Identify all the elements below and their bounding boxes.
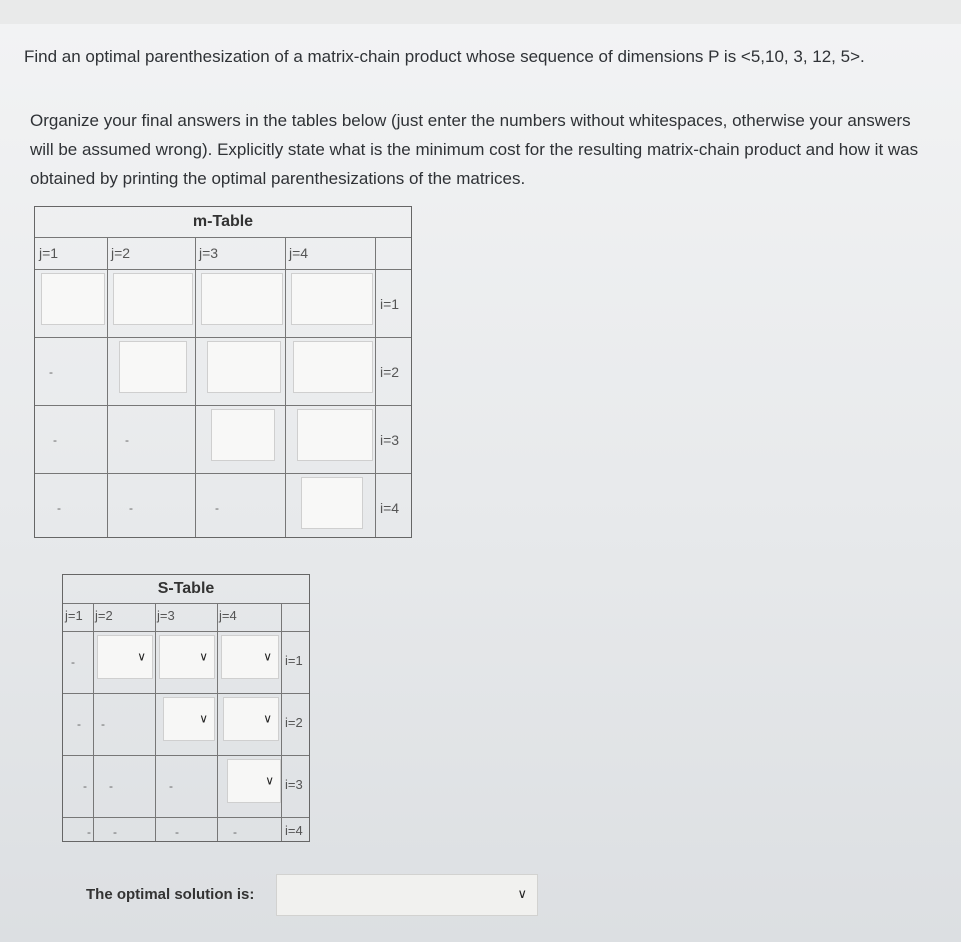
s-col-j3: j=3 bbox=[157, 608, 175, 623]
chevron-down-icon: ∨ bbox=[199, 711, 208, 726]
s-dash-2-2: - bbox=[101, 717, 105, 731]
m-input-3-3[interactable] bbox=[211, 409, 275, 461]
s-col-j4: j=4 bbox=[219, 608, 237, 623]
chevron-down-icon: ∨ bbox=[517, 886, 527, 902]
s-select-1-2[interactable] bbox=[97, 635, 153, 679]
s-dash-4-3: - bbox=[175, 825, 179, 839]
m-col-j2: j=2 bbox=[111, 245, 131, 261]
solution-select[interactable] bbox=[276, 874, 538, 916]
m-row-i4: i=4 bbox=[380, 500, 400, 516]
m-input-3-4[interactable] bbox=[297, 409, 373, 461]
m-input-4-4[interactable] bbox=[301, 477, 363, 529]
m-input-1-4[interactable] bbox=[291, 273, 373, 325]
m-input-2-2[interactable] bbox=[119, 341, 187, 393]
s-dash-4-4: - bbox=[233, 825, 237, 839]
s-col-j2: j=2 bbox=[95, 608, 113, 623]
s-dash-3-3: - bbox=[169, 779, 173, 793]
m-dash-4-3: - bbox=[215, 501, 219, 515]
m-input-1-1[interactable] bbox=[41, 273, 105, 325]
s-col-j1: j=1 bbox=[65, 608, 83, 623]
m-dash-4-2: - bbox=[129, 501, 133, 515]
s-select-1-3[interactable] bbox=[159, 635, 215, 679]
m-col-j4: j=4 bbox=[289, 245, 309, 261]
s-select-2-4[interactable] bbox=[223, 697, 279, 741]
top-strip bbox=[0, 0, 961, 24]
m-row-i1: i=1 bbox=[380, 296, 400, 312]
s-select-3-4[interactable] bbox=[227, 759, 281, 803]
m-dash-3-2: - bbox=[125, 433, 129, 447]
m-row-i2: i=2 bbox=[380, 364, 400, 380]
question-panel bbox=[0, 24, 961, 942]
chevron-down-icon: ∨ bbox=[263, 711, 272, 726]
s-row-i3: i=3 bbox=[285, 777, 303, 792]
m-dash-3-1: - bbox=[53, 433, 57, 447]
m-col-j3: j=3 bbox=[199, 245, 219, 261]
m-input-1-3[interactable] bbox=[201, 273, 283, 325]
s-dash-4-1: - bbox=[87, 825, 91, 839]
m-table-title: m-Table bbox=[192, 213, 254, 230]
m-dash-2-1: - bbox=[49, 365, 53, 379]
s-row-i4: i=4 bbox=[285, 823, 303, 838]
m-input-2-4[interactable] bbox=[293, 341, 373, 393]
s-table-title: S-Table bbox=[157, 580, 215, 597]
instructions-text: Organize your final answers in the tables below (just enter the numbers without whitespaces, otherwise your answers will be assumed wrong). Explicitly state what is the minimum cost for the resulting matrix-chain product and how it was obtained by printing the optimal parenthesizations of the matrices. bbox=[30, 111, 919, 188]
m-dash-4-1: - bbox=[57, 501, 61, 515]
solution-label: The optimal solution is: bbox=[86, 886, 255, 903]
m-col-j1: j=1 bbox=[39, 245, 59, 261]
question-text: Find an optimal parenthesization of a matrix-chain product whose sequence of dimensions P is <5,10, 3, 12, 5>. bbox=[24, 47, 865, 66]
s-dash-2-1: - bbox=[77, 717, 81, 731]
chevron-down-icon: ∨ bbox=[265, 773, 274, 788]
s-dash-3-1: - bbox=[83, 779, 87, 793]
m-input-1-2[interactable] bbox=[113, 273, 193, 325]
chevron-down-icon: ∨ bbox=[263, 649, 272, 664]
s-row-i2: i=2 bbox=[285, 715, 303, 730]
s-select-2-3[interactable] bbox=[163, 697, 215, 741]
s-row-i1: i=1 bbox=[285, 653, 303, 668]
chevron-down-icon: ∨ bbox=[137, 649, 146, 664]
s-dash-1-1: - bbox=[71, 655, 75, 669]
m-table bbox=[34, 206, 412, 538]
chevron-down-icon: ∨ bbox=[199, 649, 208, 664]
m-row-i3: i=3 bbox=[380, 432, 400, 448]
s-dash-4-2: - bbox=[113, 825, 117, 839]
s-table bbox=[62, 574, 310, 842]
s-dash-3-2: - bbox=[109, 779, 113, 793]
s-select-1-4[interactable] bbox=[221, 635, 279, 679]
m-input-2-3[interactable] bbox=[207, 341, 281, 393]
